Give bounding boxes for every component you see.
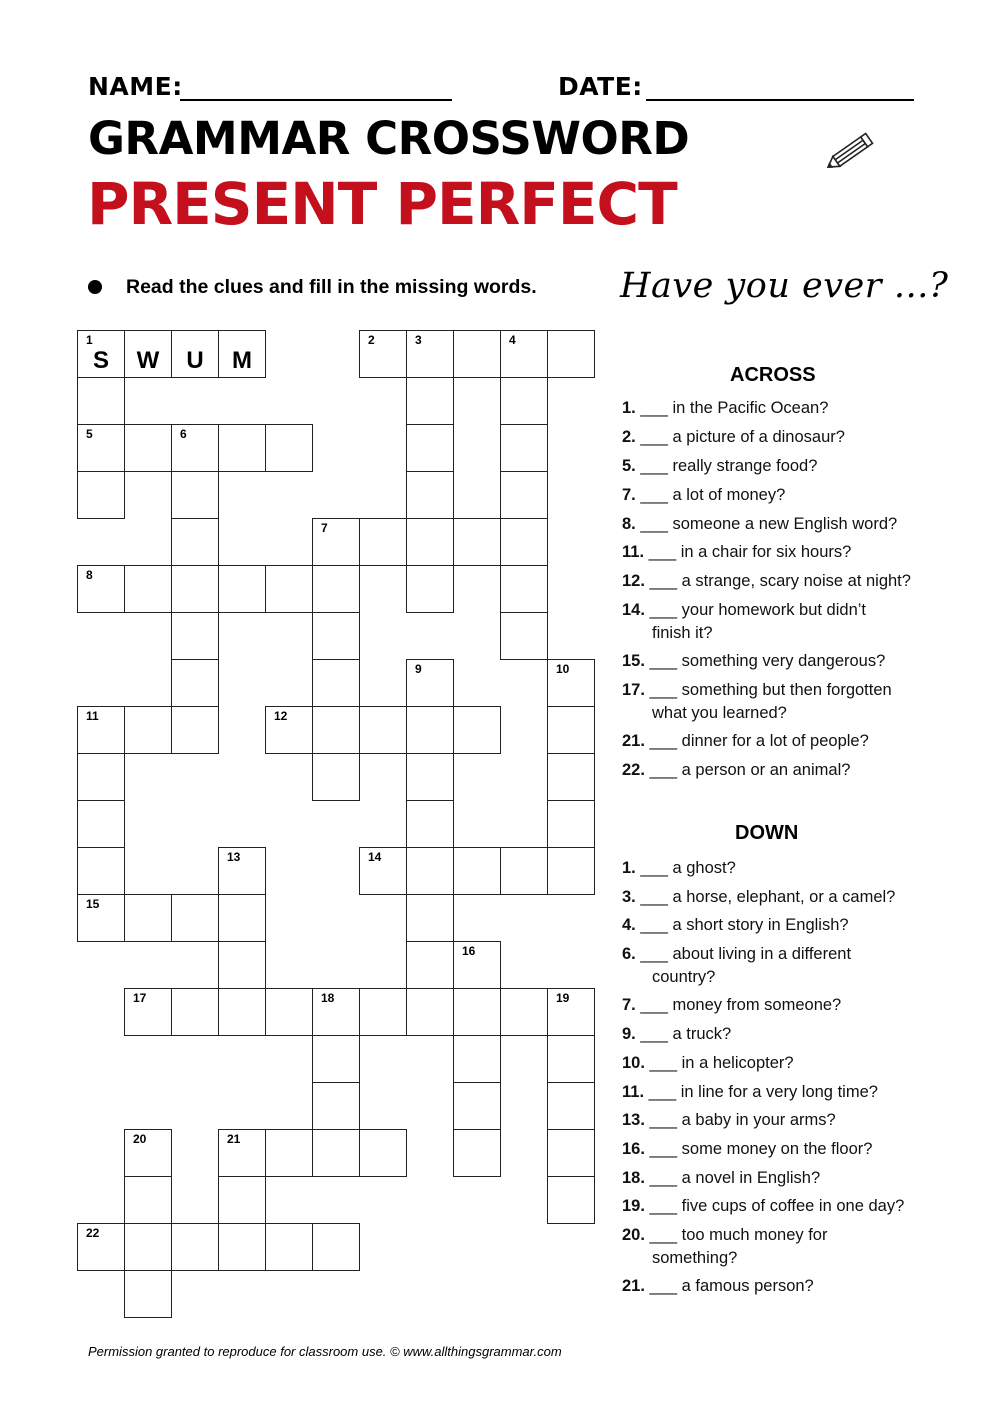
clue-text: ___ a horse, elephant, or a camel? — [640, 888, 896, 906]
crossword-cell[interactable] — [406, 565, 454, 613]
crossword-cell[interactable] — [77, 800, 125, 848]
clue-number: 19. — [622, 1197, 645, 1215]
crossword-cell[interactable] — [124, 1176, 172, 1224]
crossword-cell[interactable] — [500, 377, 548, 425]
crossword-cell[interactable] — [77, 753, 125, 801]
crossword-cell[interactable] — [312, 1035, 360, 1083]
clue-text: ___ a baby in your arms? — [649, 1111, 836, 1129]
theme-title: Have you ever …? — [620, 266, 949, 306]
clue-text: ___ something but then forgotten — [649, 681, 892, 699]
crossword-cell[interactable] — [547, 1035, 595, 1083]
down-clue — [622, 1224, 942, 1270]
crossword-cell[interactable] — [312, 1082, 360, 1130]
crossword-cell[interactable] — [500, 518, 548, 566]
crossword-cell[interactable] — [218, 565, 266, 613]
down-clue — [622, 914, 942, 937]
clue-number: 11. — [622, 543, 645, 561]
clue-number: 7. — [622, 996, 636, 1014]
crossword-cell[interactable] — [547, 659, 595, 707]
clue-text: ___ a ghost? — [640, 859, 736, 877]
crossword-cell[interactable] — [265, 565, 313, 613]
across-clue — [622, 650, 942, 673]
crossword-cell[interactable] — [265, 1223, 313, 1271]
crossword-cell[interactable] — [547, 1129, 595, 1177]
crossword-cell[interactable] — [218, 941, 266, 989]
name-field[interactable] — [180, 99, 452, 101]
cell-number: 10 — [556, 662, 570, 676]
cell-number: 22 — [86, 1226, 100, 1240]
crossword-cell[interactable] — [547, 800, 595, 848]
down-clue — [622, 886, 942, 909]
clue-continuation: country? — [652, 968, 716, 986]
crossword-cell[interactable] — [547, 847, 595, 895]
cell-number: 5 — [86, 427, 93, 441]
crossword-cell[interactable] — [406, 659, 454, 707]
crossword-cell[interactable] — [312, 1129, 360, 1177]
cell-number: 19 — [556, 991, 570, 1005]
clue-text: ___ a short story in English? — [640, 916, 849, 934]
crossword-cell[interactable] — [500, 330, 548, 378]
crossword-cell[interactable] — [359, 1129, 407, 1177]
crossword-cell[interactable] — [265, 706, 313, 754]
clue-text: ___ some money on the floor? — [649, 1140, 873, 1158]
across-clue — [622, 759, 942, 782]
date-label: DATE: — [558, 72, 643, 101]
crossword-cell[interactable] — [171, 706, 219, 754]
clue-number: 5. — [622, 457, 636, 475]
crossword-cell[interactable] — [218, 1223, 266, 1271]
clue-text: ___ dinner for a lot of people? — [649, 732, 869, 750]
clue-text: ___ a truck? — [640, 1025, 732, 1043]
cell-letter: S — [92, 347, 109, 374]
crossword-cell[interactable] — [77, 377, 125, 425]
crossword-cell[interactable] — [453, 518, 501, 566]
crossword-cell[interactable] — [312, 612, 360, 660]
across-clue — [622, 570, 942, 593]
down-clue — [622, 1275, 942, 1298]
crossword-cell[interactable] — [218, 1176, 266, 1224]
clue-number: 21. — [622, 1277, 645, 1295]
clue-number: 1. — [622, 859, 636, 877]
clue-number: 13. — [622, 1111, 645, 1129]
crossword-cell[interactable] — [406, 988, 454, 1036]
cell-number: 3 — [415, 333, 422, 347]
clue-number: 8. — [622, 515, 636, 533]
crossword-cell[interactable] — [406, 377, 454, 425]
crossword-cell[interactable] — [77, 471, 125, 519]
clue-text: ___ in a chair for six hours? — [648, 543, 852, 561]
cell-number: 21 — [227, 1132, 241, 1146]
clue-number: 22. — [622, 761, 645, 779]
clue-continuation: what you learned? — [652, 704, 787, 722]
clue-text: ___ a picture of a dinosaur? — [640, 428, 845, 446]
crossword-cell[interactable] — [500, 471, 548, 519]
cell-number: 17 — [133, 991, 147, 1005]
crossword-cell[interactable] — [171, 471, 219, 519]
crossword-cell[interactable] — [218, 424, 266, 472]
clue-number: 9. — [622, 1025, 636, 1043]
crossword-cell[interactable] — [218, 330, 266, 378]
crossword-cell[interactable] — [171, 1223, 219, 1271]
crossword-cell[interactable] — [171, 659, 219, 707]
crossword-cell[interactable] — [265, 1129, 313, 1177]
clue-number: 12. — [622, 572, 645, 590]
crossword-cell[interactable] — [171, 612, 219, 660]
crossword-cell[interactable] — [406, 424, 454, 472]
crossword-cell[interactable] — [406, 894, 454, 942]
across-clue — [622, 484, 942, 507]
crossword-cell[interactable] — [500, 988, 548, 1036]
crossword-cell[interactable] — [406, 753, 454, 801]
cell-number: 9 — [415, 662, 422, 676]
cell-number: 4 — [509, 333, 516, 347]
cell-letter: M — [232, 347, 252, 374]
crossword-cell[interactable] — [218, 988, 266, 1036]
crossword-cell[interactable] — [124, 1129, 172, 1177]
down-clue — [622, 1138, 942, 1161]
crossword-cell[interactable] — [124, 1270, 172, 1318]
down-clue — [622, 1195, 942, 1218]
crossword-cell[interactable] — [500, 424, 548, 472]
clue-number: 20. — [622, 1226, 645, 1244]
crossword-cell[interactable] — [406, 518, 454, 566]
clue-text: ___ really strange food? — [640, 457, 818, 475]
clue-number: 6. — [622, 945, 636, 963]
crossword-cell[interactable] — [312, 565, 360, 613]
across-clue — [622, 513, 942, 536]
clue-number: 1. — [622, 399, 636, 417]
clue-text: ___ a strange, scary noise at night? — [649, 572, 911, 590]
crossword-cell[interactable] — [312, 706, 360, 754]
crossword-cell[interactable] — [265, 424, 313, 472]
crossword-cell[interactable] — [453, 847, 501, 895]
cell-number: 14 — [368, 850, 382, 864]
clue-continuation: something? — [652, 1249, 738, 1267]
bullet-icon — [88, 280, 102, 294]
crossword-cell[interactable] — [218, 847, 266, 895]
clue-number: 2. — [622, 428, 636, 446]
crossword-cell[interactable] — [500, 565, 548, 613]
cell-number: 16 — [462, 944, 476, 958]
crossword-cell[interactable] — [547, 753, 595, 801]
down-clue — [622, 943, 942, 989]
clue-continuation: finish it? — [652, 624, 713, 642]
clue-number: 14. — [622, 601, 645, 619]
crossword-cell[interactable] — [171, 330, 219, 378]
crossword-cell[interactable] — [124, 330, 172, 378]
crossword-cell[interactable] — [547, 1082, 595, 1130]
crossword-cell[interactable] — [124, 424, 172, 472]
crossword-cell[interactable] — [265, 988, 313, 1036]
across-clue — [622, 541, 942, 564]
down-heading: DOWN — [735, 822, 799, 844]
crossword-cell[interactable] — [406, 706, 454, 754]
crossword-cell[interactable] — [547, 330, 595, 378]
clue-text: ___ a person or an animal? — [649, 761, 851, 779]
crossword-cell[interactable] — [218, 1129, 266, 1177]
crossword-cell[interactable] — [171, 565, 219, 613]
clue-text: ___ a famous person? — [649, 1277, 814, 1295]
cell-letter: U — [186, 347, 204, 374]
clue-text: ___ your homework but didn’t — [649, 601, 866, 619]
across-clue — [622, 730, 942, 753]
clue-number: 18. — [622, 1169, 645, 1187]
crossword-cell[interactable] — [171, 424, 219, 472]
instruction-text: Read the clues and fill in the missing words. — [126, 276, 537, 298]
crossword-cell[interactable] — [500, 612, 548, 660]
crossword-cell[interactable] — [77, 424, 125, 472]
clue-number: 16. — [622, 1140, 645, 1158]
crossword-cell[interactable] — [77, 1223, 125, 1271]
down-clue — [622, 1081, 942, 1104]
clue-text: ___ in the Pacific Ocean? — [640, 399, 829, 417]
crossword-cell[interactable] — [406, 471, 454, 519]
crossword-cell[interactable] — [77, 847, 125, 895]
crossword-cell[interactable] — [359, 847, 407, 895]
pencil-icon — [822, 130, 878, 176]
crossword-cell[interactable] — [453, 941, 501, 989]
name-label: NAME: — [88, 72, 183, 101]
crossword-cell[interactable] — [312, 753, 360, 801]
crossword-cell[interactable] — [124, 1223, 172, 1271]
crossword-cell[interactable] — [77, 330, 125, 378]
crossword-cell[interactable] — [453, 1129, 501, 1177]
cell-number: 15 — [86, 897, 100, 911]
cell-number: 20 — [133, 1132, 147, 1146]
crossword-cell[interactable] — [124, 706, 172, 754]
crossword-cell[interactable] — [124, 988, 172, 1036]
crossword-cell[interactable] — [312, 659, 360, 707]
cell-letter: W — [136, 347, 160, 374]
clue-text: ___ someone a new English word? — [640, 515, 898, 533]
cell-number: 13 — [227, 850, 241, 864]
crossword-cell[interactable] — [77, 894, 125, 942]
cell-number: 18 — [321, 991, 335, 1005]
crossword-cell[interactable] — [171, 988, 219, 1036]
crossword-cell[interactable] — [453, 1035, 501, 1083]
clue-text: ___ too much money for — [649, 1226, 828, 1244]
crossword-cell[interactable] — [453, 1082, 501, 1130]
worksheet-subtitle: PRESENT PERFECT — [87, 170, 677, 238]
crossword-cell[interactable] — [453, 706, 501, 754]
down-clue — [622, 1167, 942, 1190]
crossword-cell[interactable] — [406, 941, 454, 989]
clue-text: ___ five cups of coffee in one day? — [649, 1197, 905, 1215]
crossword-cell[interactable] — [547, 1176, 595, 1224]
crossword-cell[interactable] — [359, 706, 407, 754]
crossword-cell[interactable] — [124, 894, 172, 942]
crossword-cell[interactable] — [218, 894, 266, 942]
crossword-cell[interactable] — [124, 565, 172, 613]
cell-number: 11 — [86, 709, 99, 723]
clue-text: ___ money from someone? — [640, 996, 842, 1014]
clue-number: 10. — [622, 1054, 645, 1072]
down-clue — [622, 1023, 942, 1046]
crossword-cell[interactable] — [312, 1223, 360, 1271]
crossword-cell[interactable] — [453, 988, 501, 1036]
across-clue — [622, 426, 942, 449]
clue-text: ___ about living in a different — [640, 945, 852, 963]
clue-number: 17. — [622, 681, 645, 699]
across-clue — [622, 679, 942, 725]
across-clue — [622, 397, 942, 420]
clue-text: ___ in line for a very long time? — [648, 1083, 878, 1101]
crossword-cell[interactable] — [312, 518, 360, 566]
crossword-cell[interactable] — [359, 988, 407, 1036]
crossword-cell[interactable] — [359, 330, 407, 378]
clue-number: 7. — [622, 486, 636, 504]
cell-number: 12 — [274, 709, 288, 723]
clue-text: ___ a novel in English? — [649, 1169, 821, 1187]
crossword-cell[interactable] — [77, 706, 125, 754]
clue-number: 3. — [622, 888, 636, 906]
clue-text: ___ a lot of money? — [640, 486, 786, 504]
crossword-cell[interactable] — [547, 988, 595, 1036]
crossword-cell[interactable] — [359, 518, 407, 566]
cell-number: 7 — [321, 521, 328, 535]
across-heading: ACROSS — [730, 364, 816, 386]
clue-text: ___ in a helicopter? — [649, 1054, 794, 1072]
clue-number: 11. — [622, 1083, 645, 1101]
crossword-cell[interactable] — [406, 800, 454, 848]
crossword-cell[interactable] — [453, 330, 501, 378]
across-clue — [622, 455, 942, 478]
clue-number: 21. — [622, 732, 645, 750]
date-field[interactable] — [646, 99, 914, 101]
down-clue — [622, 857, 942, 880]
crossword-cell[interactable] — [500, 847, 548, 895]
crossword-cell[interactable] — [77, 565, 125, 613]
cell-number: 1 — [86, 333, 93, 347]
crossword-cell[interactable] — [171, 518, 219, 566]
crossword-cell[interactable] — [406, 330, 454, 378]
clue-number: 15. — [622, 652, 645, 670]
cell-number: 6 — [180, 427, 187, 441]
cell-number: 2 — [368, 333, 375, 347]
crossword-cell[interactable] — [406, 847, 454, 895]
down-clue — [622, 1109, 942, 1132]
clue-number: 4. — [622, 916, 636, 934]
copyright-footer: Permission granted to reproduce for classroom use. © www.allthingsgrammar.com — [88, 1344, 562, 1359]
down-clue — [622, 1052, 942, 1075]
across-clue — [622, 599, 942, 645]
crossword-cell[interactable] — [547, 706, 595, 754]
crossword-cell[interactable] — [171, 894, 219, 942]
worksheet-title: GRAMMAR CROSSWORD — [88, 112, 690, 165]
cell-number: 8 — [86, 568, 93, 582]
crossword-cell[interactable] — [312, 988, 360, 1036]
down-clue — [622, 994, 942, 1017]
clue-text: ___ something very dangerous? — [649, 652, 886, 670]
